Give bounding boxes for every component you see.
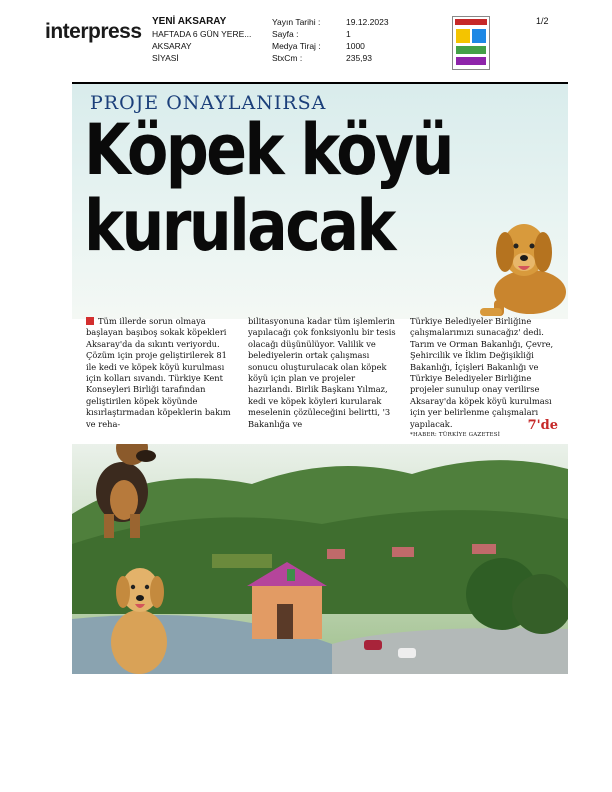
circulation-label: Medya Tiraj :	[272, 41, 321, 51]
size-label: StxCm :	[272, 53, 303, 63]
category: SİYASİ	[152, 53, 179, 63]
german-shepherd-photo	[74, 444, 166, 538]
city: AKSARAY	[152, 41, 192, 51]
size-value: 235,93	[346, 53, 372, 63]
publication-info	[152, 16, 251, 64]
page-label: Sayfa :	[272, 29, 299, 39]
continued-page-marker: 7'de	[527, 418, 558, 433]
golden-retriever-puppy-photo	[104, 560, 174, 674]
article-headline	[84, 109, 452, 267]
article-column-3: Türkiye Belediyeler Birliğine çalışmalarımızı sunacağız' dedi. Tarım ve Orman Bakanlığı, Çevre, Şehircilik ve İklim Değişikliği Bakanlığı, İçişleri Bakanlığı ve Türkiye Belediyeler Birliğine projeler sunulup onay verilirse Aksaray'da köpek köyü kurulması için yer belirlenme çalışmaları yapılacak. *HABER: TÜRKİYE GAZETESİ	[410, 316, 560, 441]
interpress-logo: interpress	[45, 20, 142, 43]
date-value: 19.12.2023	[346, 17, 389, 27]
bullet-icon	[86, 317, 94, 325]
headline-line-2: kurulacak	[84, 185, 394, 267]
headline-line-1: Köpek köyü	[84, 109, 452, 191]
article-column-2: bilitasyonuna kadar tüm işlemlerin yapılacağı çok fonksiyonlu bir tesis olacağı düşünülüyor. Valilik ve belediyelerin ortak çalışması sonucu oluşturulacak olan köpek köyü için plan ve projeler hazırlandı. Birlik Başkanı Yılmaz, kedi ve köpek köyleri kurularak meselenin çözüleceğini belirtti, '3 Bakanlığa ve	[248, 316, 396, 429]
article-kicker: PROJE ONAYLANIRSA	[90, 92, 327, 114]
meta-labels	[272, 16, 321, 64]
clipping-header	[0, 12, 612, 72]
headline-short: HAFTADA 6 GÜN YERE...	[152, 29, 252, 39]
publication-name: YENİ AKSARAY	[152, 16, 227, 27]
date-label: Yayın Tarihi :	[272, 17, 321, 27]
meta-values	[346, 16, 389, 64]
circulation-value: 1000	[346, 41, 365, 51]
article-column-1: Tüm illerde sorun olmaya başlayan başıboş sokak köpekleri Aksaray'da da sıkıntı veriyordu. Çözüm için proje geliştirilerek 81 ile kedi ve köpek köyü kurulması için kolları sıvandı. Türkiye Kent Konseyleri Birliği tarafından geliştirilen köpek köyünde kısırlaştırmadan köpeklerin bakım ve reha-	[86, 316, 231, 429]
article-body	[82, 316, 562, 461]
dog-village-rendering	[72, 444, 568, 674]
page-value: 1	[346, 29, 351, 39]
page-count: 1/2	[536, 16, 549, 26]
golden-retriever-photo	[472, 212, 568, 317]
news-source: *HABER: TÜRKİYE GAZETESİ	[410, 432, 501, 439]
news-clipping	[72, 82, 568, 674]
newspaper-thumbnail[interactable]	[452, 16, 490, 70]
